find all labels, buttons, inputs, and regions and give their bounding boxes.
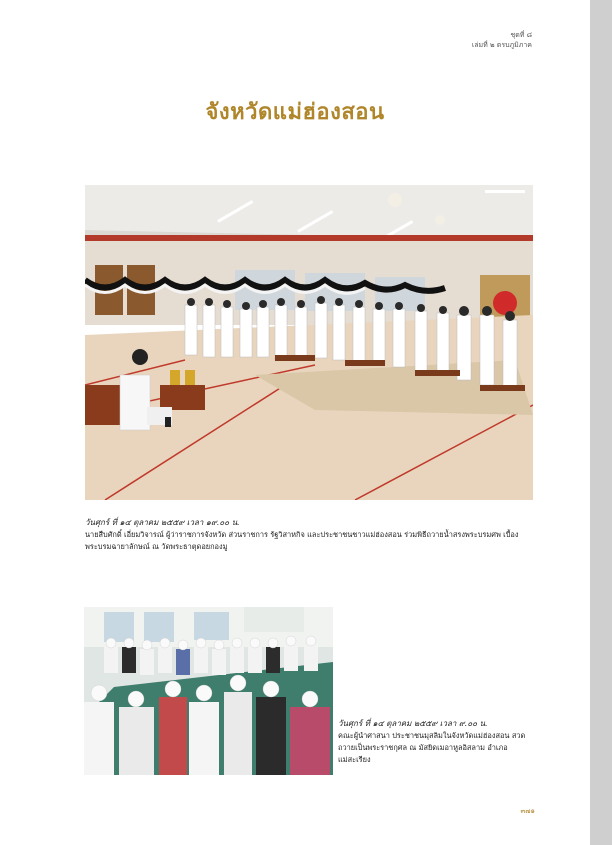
mosque-caption-date: วันศุกร์ ที่ ๑๔ ตุลาคม ๒๕๕๙ เวลา ๙.๐๐ น.	[338, 719, 488, 728]
mosque-prayer-image	[84, 607, 333, 775]
ceremony-caption	[85, 517, 535, 553]
document-header	[372, 30, 532, 50]
series-label: ชุดที่ ๘	[510, 31, 532, 39]
page-title: จังหวัดแม่ฮ่องสอน	[205, 100, 385, 125]
mosque-prayer-photo	[84, 607, 333, 775]
ceremony-hall-photo	[85, 185, 533, 500]
mosque-caption-body: คณะผู้นำศาสนา ประชาชนมุสลิมในจังหวัดแม่ฮ่องสอน สวดถวายเป็นพระราชกุศล ณ มัสยิดเมอาหูลอิสลาม อำเภอแม่สะเรียง	[338, 731, 526, 764]
side-bar	[590, 0, 612, 845]
page-number: ๓๗๑	[520, 807, 535, 815]
ceremony-caption-body: นายสืบศักดิ์ เอี่ยมวิจารณ์ ผู้ว่าราชการจังหวัด ส่วนราชการ รัฐวิสาหกิจ และประชาชนชาวแม่ฮ่องสอน ร่วมพิธีถวายน้ำสรงพระบรมศพ เบื้องพระบรมฉายาลักษณ์ ณ วัดพระธาตุดอยกองมู	[85, 530, 519, 551]
ceremony-hall-image	[85, 185, 533, 500]
mosque-caption	[338, 718, 538, 766]
volume-label: เล่มที่ ๒ ตรบภูมิภาค	[471, 41, 532, 49]
ceremony-caption-date: วันศุกร์ ที่ ๑๔ ตุลาคม ๒๕๕๙ เวลา ๑๙.๐๐ น.	[85, 518, 240, 527]
